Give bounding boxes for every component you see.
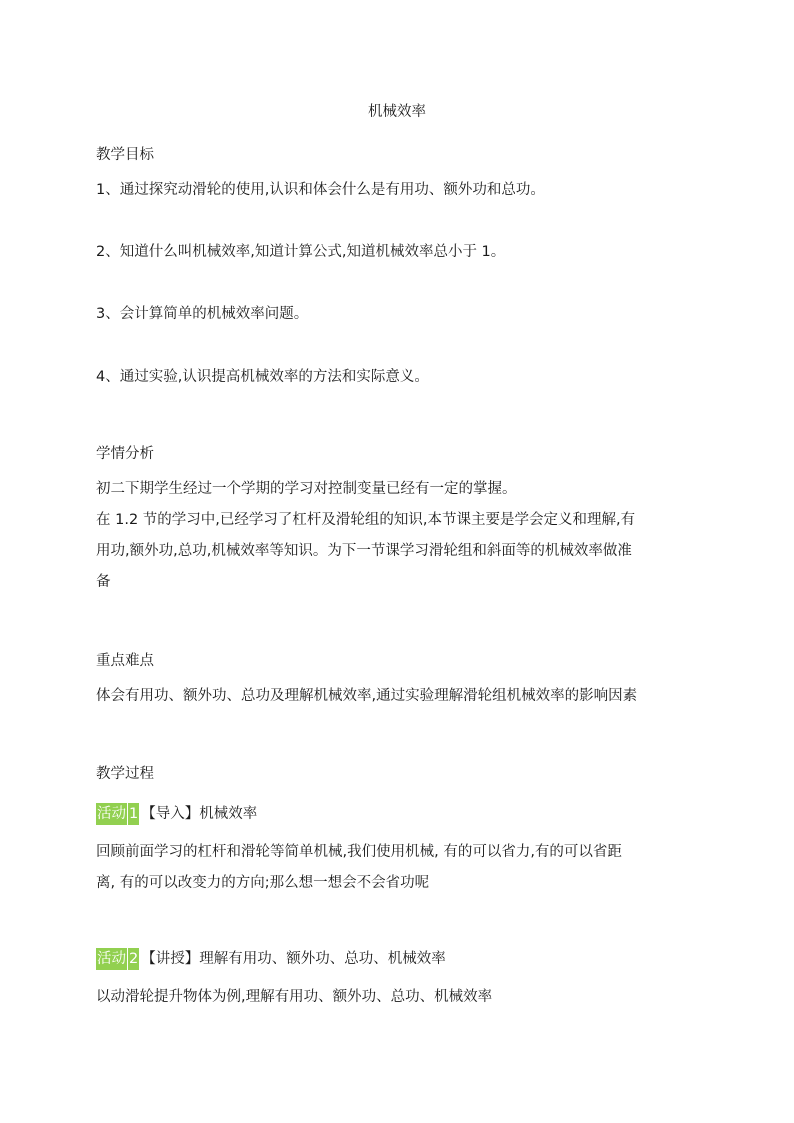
activity-1-line-1: 回顾前面学习的杠杆和滑轮等简单机械,我们使用机械, 有的可以省力,有的可以省距 <box>96 844 622 860</box>
objective-item-1: 1、通过探究动滑轮的使用,认识和体会什么是有用功、额外功和总功。 <box>96 182 545 198</box>
objective-item-4: 4、通过实验,认识提高机械效率的方法和实际意义。 <box>96 369 429 385</box>
keypoints-heading: 重点难点 <box>96 653 154 669</box>
objective-item-2: 2、知道什么叫机械效率,知道计算公式,知道机械效率总小于 1。 <box>96 244 506 260</box>
keypoints-text: 体会有用功、额外功、总功及理解机械效率,通过实验理解滑轮组机械效率的影响因素 <box>96 688 638 704</box>
analysis-line-3: 用功,额外功,总功,机械效率等知识。为下一节课学习滑轮组和斜面等的机械效率做准 <box>96 543 632 559</box>
analysis-line-1: 初二下期学生经过一个学期的学习对控制变量已经有一定的掌握。 <box>96 481 517 497</box>
activity-2-header <box>96 948 446 970</box>
objective-item-3: 3、会计算简单的机械效率问题。 <box>96 306 309 322</box>
analysis-heading: 学情分析 <box>96 446 154 462</box>
activity-number: 2 <box>128 948 139 970</box>
activity-tag: 活动 <box>96 948 127 970</box>
analysis-line-4: 备 <box>96 574 111 590</box>
activity-number: 1 <box>128 803 139 825</box>
activity-tag: 活动 <box>96 803 127 825</box>
process-heading: 教学过程 <box>96 766 154 782</box>
activity-title: 【讲授】理解有用功、额外功、总功、机械效率 <box>141 951 446 967</box>
activity-1-line-2: 离, 有的可以改变力的方向;那么想一想会不会省功呢 <box>96 875 430 891</box>
objectives-heading: 教学目标 <box>96 147 154 163</box>
activity-title: 【导入】机械效率 <box>141 806 258 822</box>
activity-2-line-1: 以动滑轮提升物体为例,理解有用功、额外功、总功、机械效率 <box>96 989 493 1005</box>
activity-1-header <box>96 803 257 825</box>
analysis-line-2: 在 1.2 节的学习中,已经学习了杠杆及滑轮组的知识,本节课主要是学会定义和理解,有 <box>96 512 636 528</box>
document-title: 机械效率 <box>368 104 426 120</box>
